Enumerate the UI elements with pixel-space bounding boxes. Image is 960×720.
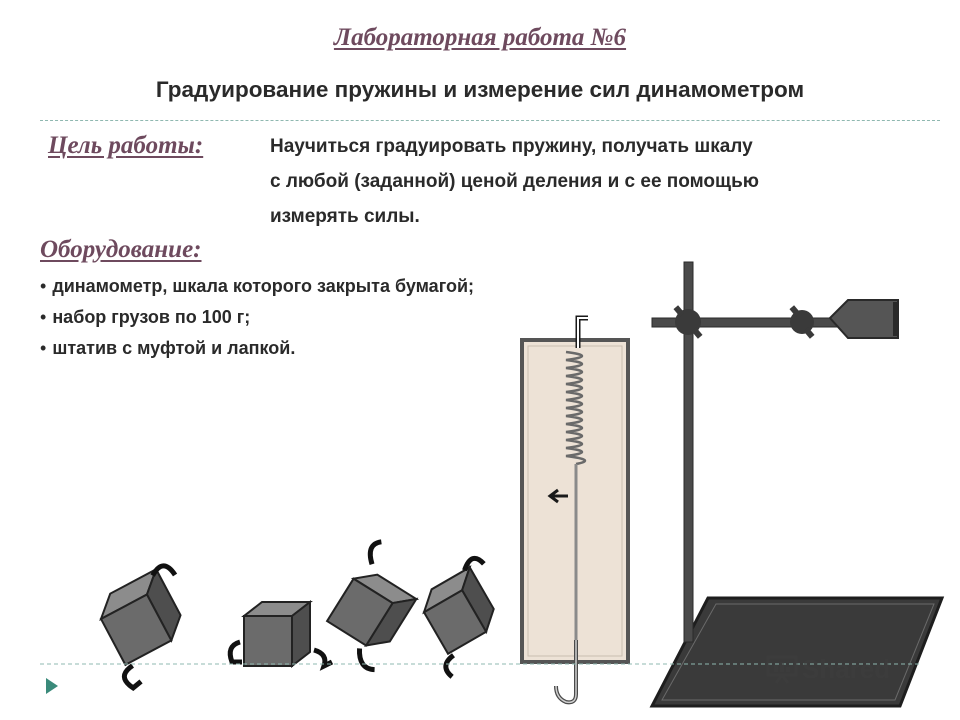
clamp-coupling [673, 305, 702, 339]
lab-title: Лабораторная работа №6 [333, 24, 627, 51]
weight-1 [86, 562, 213, 689]
triangle-right-icon[interactable] [44, 676, 60, 696]
weights-set[interactable] [86, 539, 525, 689]
page-title: Градуирование пружины и измерение сил динамометром [155, 77, 805, 102]
stand-base [652, 598, 942, 706]
goal-line-2: с любой (заданной) ценой деления и с ее помощью [270, 171, 759, 192]
watermark [766, 654, 890, 685]
equipment-item-stand: • штатив с муфтой и лапкой. [40, 336, 474, 367]
goal-line-1: Научиться градуировать пружину, получать шкалу [270, 136, 753, 157]
weight-2 [230, 602, 332, 666]
equipment-item-weights: • набор грузов по 100 г; [40, 305, 474, 336]
presentation-icon [766, 655, 798, 685]
clamp-screw [789, 305, 814, 339]
watermark-text: Shared [802, 654, 891, 684]
equipment-label: Оборудование: [40, 236, 202, 263]
weight-3 [316, 539, 434, 672]
dynamometer[interactable] [522, 318, 628, 702]
ring-stand[interactable] [652, 262, 942, 706]
goal-line-3: измерять силы. [270, 206, 420, 227]
clamp-jaw [830, 300, 899, 338]
goal-label: Цель работы: [48, 132, 204, 159]
equipment-item-dynamometer: • динамометр, шкала которого закрыта бумагой; [40, 274, 474, 305]
weight-4 [405, 555, 525, 678]
